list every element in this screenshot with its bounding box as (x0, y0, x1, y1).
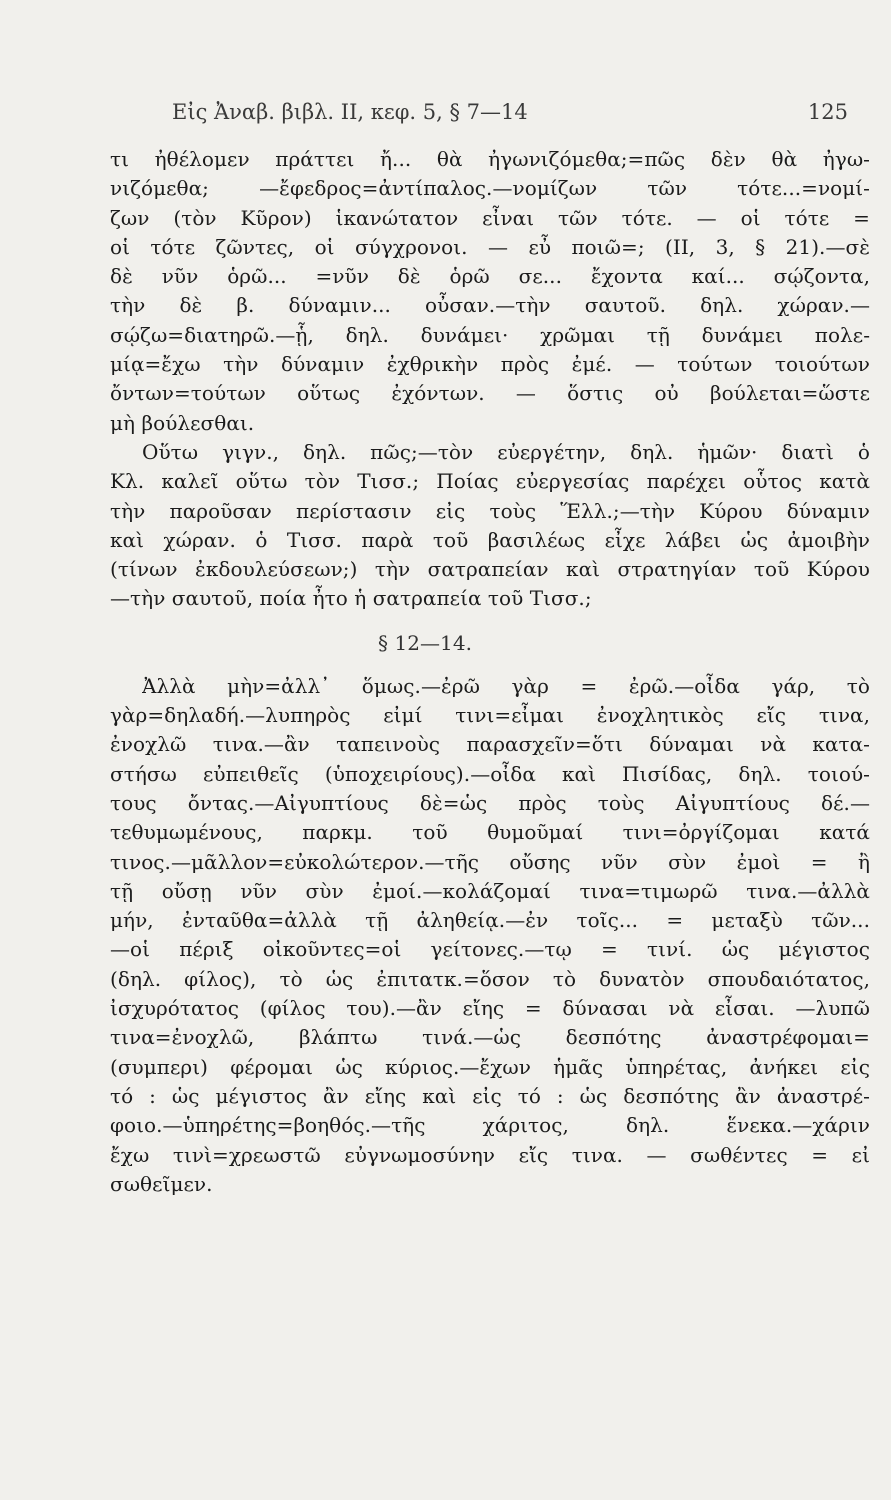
text-line: (δηλ. φίλος), τὸ ὡς ἐπιτατκ.=ὅσον τὸ δυνατὸν σπουδαιότατος, (110, 966, 870, 991)
text-line: ἐνοχλῶ τινα.—ἂν ταπεινοὺς παρασχεῖν=ὅτι δύναμαι νὰ κατα- (110, 732, 870, 757)
text-line: Ἀλλὰ μὴν=ἀλλ᾽ ὅμως.—ἐρῶ γὰρ = ἐρῶ.—οἶδα γάρ, τὸ (142, 673, 870, 698)
paragraph-2-cont (110, 467, 870, 613)
text-line: τινος.—μᾶλλον=εὐκολώτερον.—τῆς οὔσης νῦν σὺν ἐμοὶ = ἢ (110, 849, 870, 874)
text-line: δὲ νῦν ὁρῶ... =νῦν δὲ ὁρῶ σε... ἔχοντα καί... σῴζοντα, (110, 264, 870, 289)
text-line: καὶ χώραν. ὁ Τισσ. παρὰ τοῦ βασιλέως εἶχε λάβει ὡς ἀμοιβὴν (110, 527, 870, 552)
text-line: τινα=ἐνοχλῶ, βλάπτω τινά.—ὡς δεσπότης ἀναστρέφομαι= (110, 1025, 870, 1050)
text-line: (συμπερι) φέρομαι ὡς κύριος.—ἔχων ἡμᾶς ὑπηρέτας, ἀνήκει εἰς (110, 1054, 870, 1079)
running-head (110, 100, 848, 136)
commentary-text (110, 145, 870, 1199)
text-line: τὴν δὲ β. δύναμιν... οὖσαν.—τὴν σαυτοῦ. δηλ. χώραν.— (110, 293, 870, 318)
text-line: ζων (τὸν Κῦρον) ἱκανώτατον εἶναι τῶν τότε. — οἱ τότε = (110, 205, 870, 230)
text-line: τους ὄντας.—Αἰγυπτίους δὲ=ὡς πρὸς τοὺς Αἰγυπτίους δέ.— (110, 790, 870, 815)
text-line: ὄντων=τούτων οὕτως ἐχόντων. — ὅστις οὐ βούλεται=ὥστε (110, 381, 870, 406)
text-line: τό : ὡς μέγιστος ἂν εἴης καὶ εἰς τό : ὡς δεσπότης ἂν ἀναστρέ- (110, 1083, 870, 1108)
paragraph-3-cont (110, 701, 870, 1199)
paragraph-2 (110, 438, 870, 467)
text-line: Κλ. καλεῖ οὕτω τὸν Τισσ.; Ποίας εὐεργεσίας παρέχει οὗτος κατὰ (110, 469, 870, 494)
text-line: σωθεῖμεν. (110, 1171, 213, 1196)
text-line: μὴ βούλεσθαι. (110, 410, 255, 435)
text-line: —τὴν σαυτοῦ, ποία ἦτο ἡ σατραπεία τοῦ Τισσ.; (110, 586, 592, 611)
text-line: στήσω εὐπειθεῖς (ὑποχειρίους).—οἶδα καὶ Πισίδας, δηλ. τοιού- (110, 761, 870, 786)
text-line: μήν, ἐνταῦθα=ἀλλὰ τῇ ἀληθείᾳ.—ἐν τοῖς... = μεταξὺ τῶν... (110, 908, 870, 933)
text-line: σῴζω=διατηρῶ.—ᾗ, δηλ. δυνάμει· χρῶμαι τῇ δυνάμει πολε- (110, 322, 870, 347)
text-line: τὴν παροῦσαν περίστασιν εἰς τοὺς Ἕλλ.;—τὴν Κύρου δύναμιν (110, 498, 870, 523)
running-title: Εἰς Ἀναβ. βιβλ. II, κεφ. 5, § 7—14 (172, 100, 528, 124)
text-line: τῇ οὔσῃ νῦν σὺν ἐμοί.—κολάζομαί τινα=τιμωρῶ τινα.—ἀλλὰ (110, 878, 870, 903)
text-line: γὰρ=δηλαδή.—λυπηρὸς εἰμί τινι=εἶμαι ἐνοχλητικὸς εἴς τινα, (110, 703, 870, 728)
paragraph-3 (110, 672, 870, 701)
section-heading: § 12—14. (377, 630, 472, 655)
paragraph-1 (110, 145, 870, 438)
text-line: νιζόμεθα; —ἔφεδρος=ἀντίπαλος.—νομίζων τῶν τότε...=νομί- (110, 176, 870, 201)
text-line: —οἱ πέριξ οἰκοῦντες=οἱ γείτονες.—τῳ = τινί. ὡς μέγιστος (110, 937, 870, 962)
text-line: ἔχω τινὶ=χρεωστῶ εὐγνωμοσύνην εἴς τινα. — σωθέντες = εἰ (110, 1142, 870, 1167)
text-line: τι ἠθέλομεν πράττει ἤ... θὰ ἠγωνιζόμεθα;=πῶς δὲν θὰ ἠγω- (110, 147, 870, 171)
text-line: ἰσχυρότατος (φίλος του).—ἂν εἴης = δύνασαι νὰ εἶσαι. —λυπῶ (110, 996, 870, 1021)
text-line: Οὕτω γιγν., δηλ. πῶς;—τὸν εὐεργέτην, δηλ. ἡμῶν· διατὶ ὁ (142, 439, 870, 464)
text-line: μίᾳ=ἔχω τὴν δύναμιν ἐχθρικὴν πρὸς ἐμέ. — τούτων τοιούτων (110, 352, 870, 377)
text-line: τεθυμωμένους, παρκμ. τοῦ θυμοῦμαί τινι=ὀργίζομαι κατά (110, 820, 870, 845)
page-number: 125 (807, 100, 848, 124)
text-line: οἱ τότε ζῶντες, οἱ σύγχρονοι. — εὖ ποιῶ=; (II, 3, § 21).—σὲ (110, 234, 870, 259)
text-line: (τίνων ἐκδουλεύσεων;) τὴν σατραπείαν καὶ στρατηγίαν τοῦ Κύρου (110, 557, 870, 582)
text-line: φοιο.—ὑπηρέτης=βοηθός.—τῆς χάριτος, δηλ. ἕνεκα.—χάριν (110, 1113, 870, 1138)
